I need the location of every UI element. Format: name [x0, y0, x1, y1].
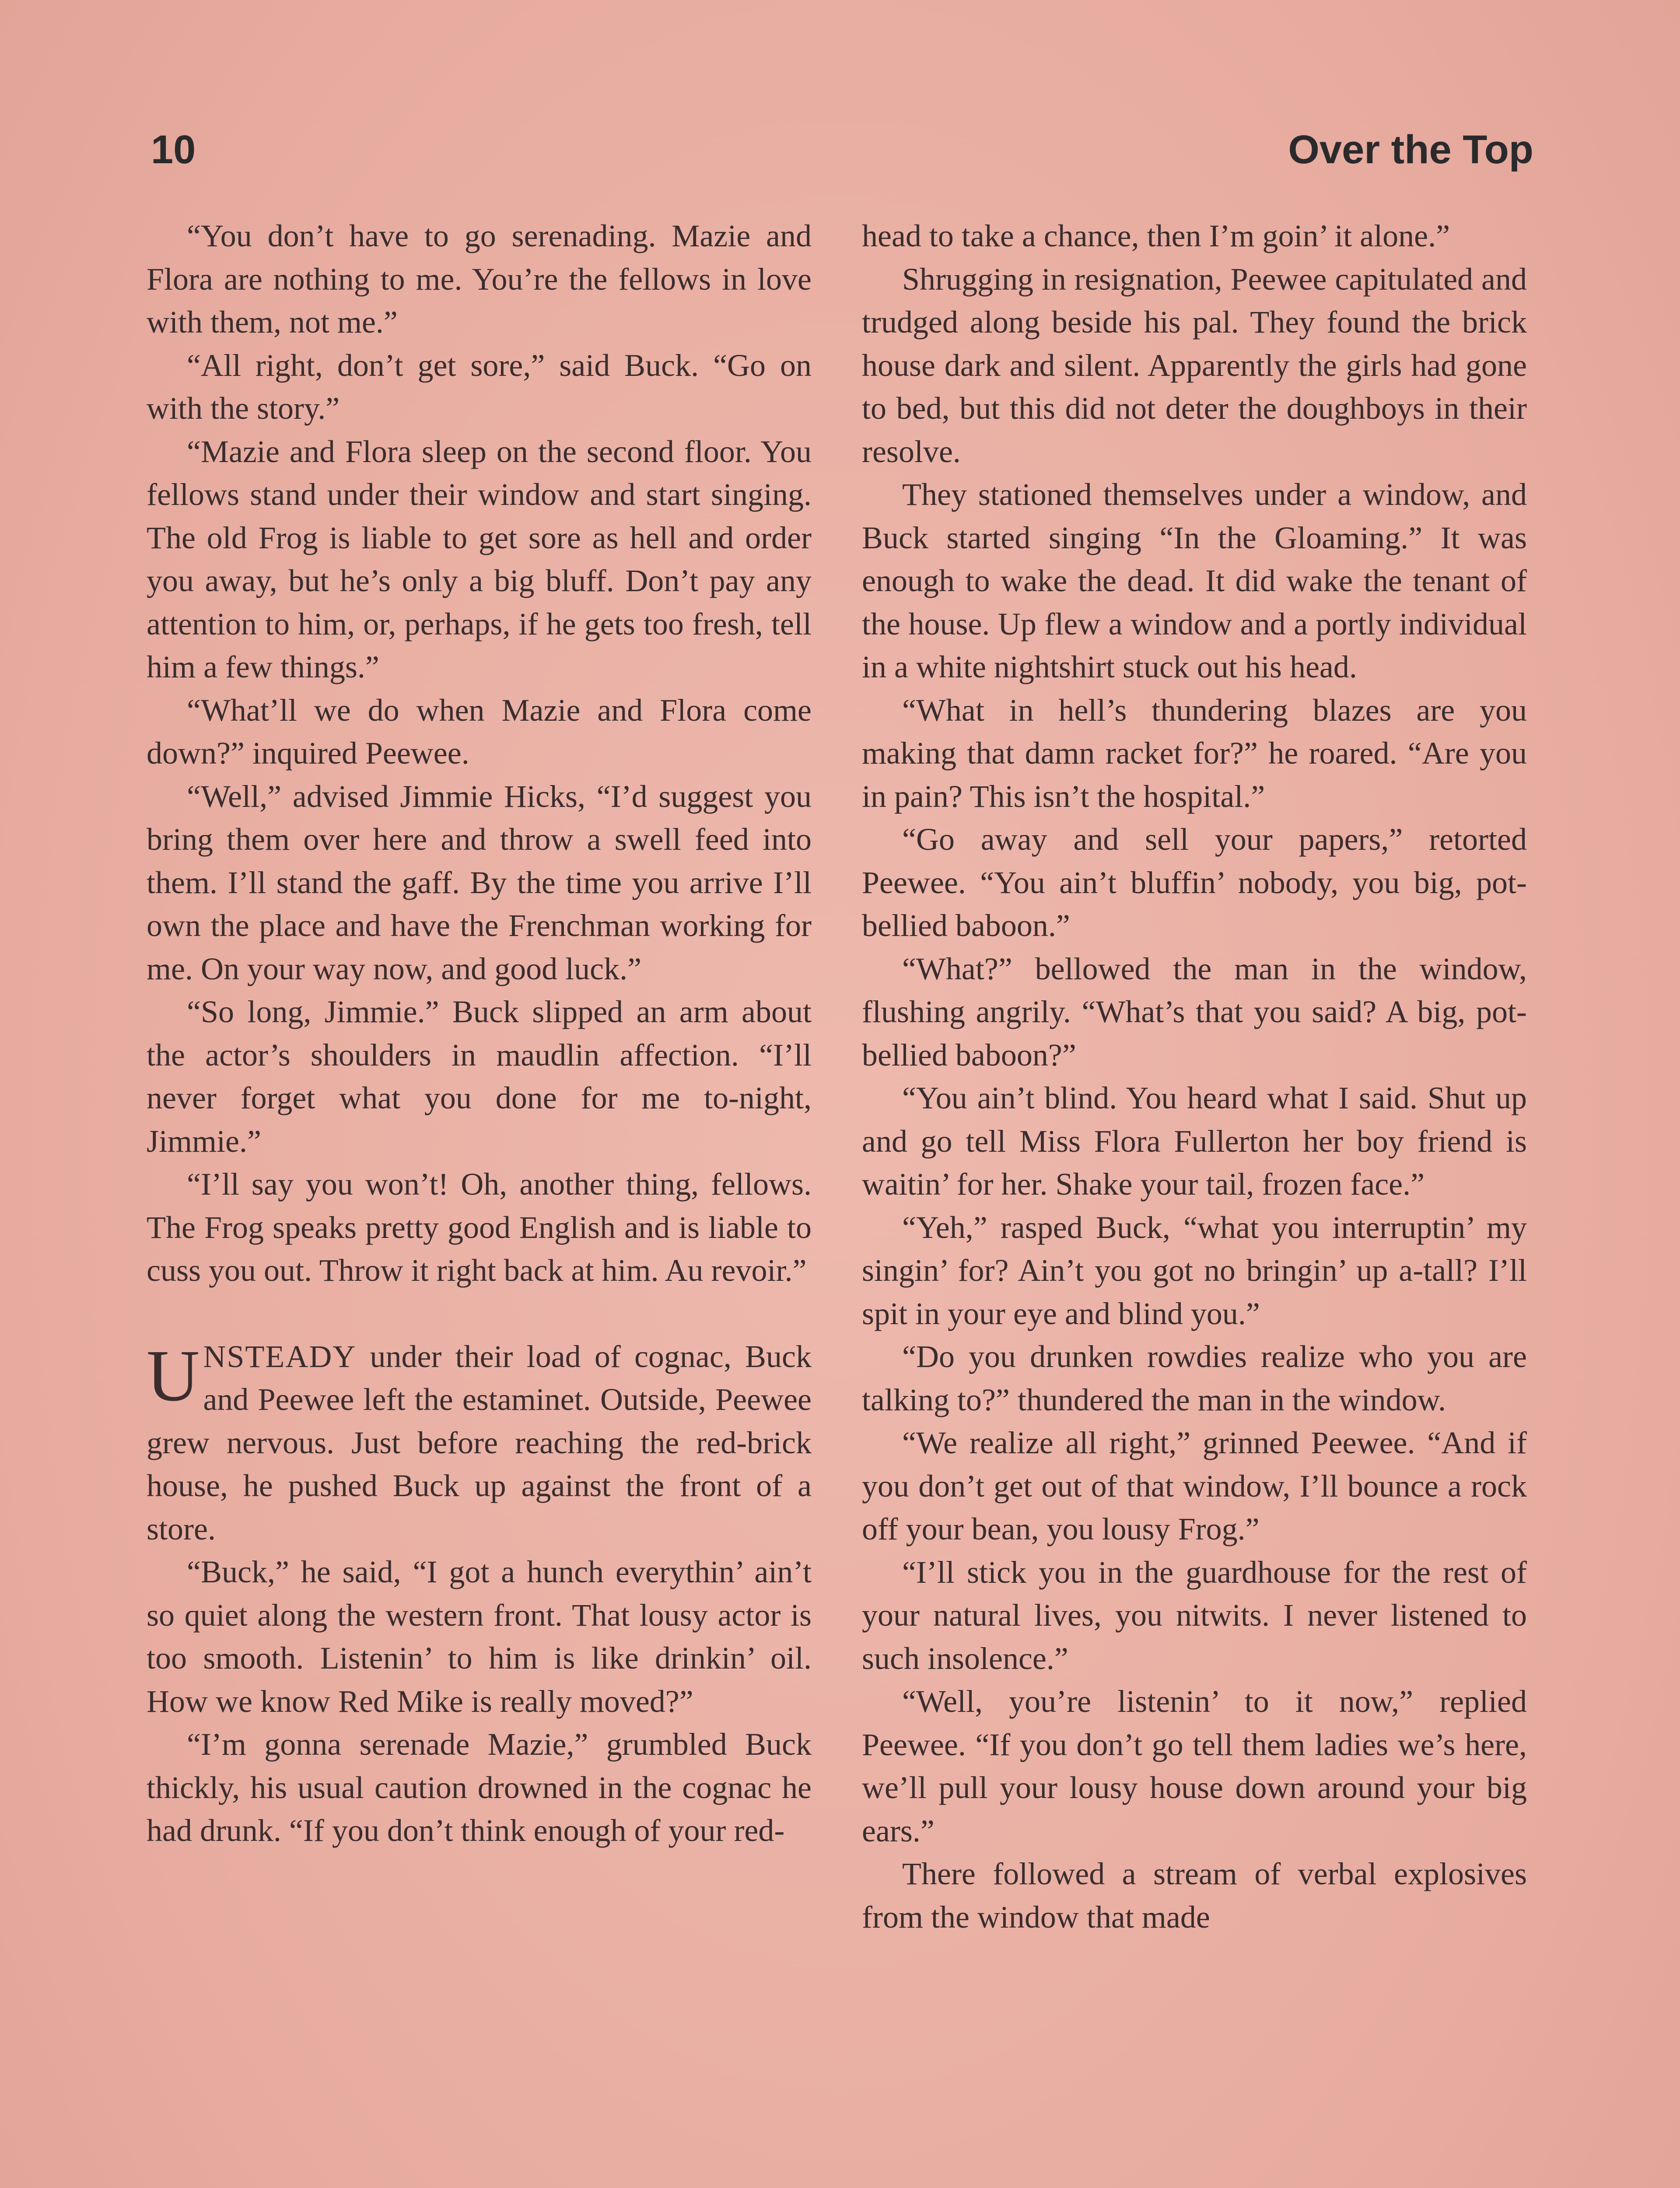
paragraph: “Go away and sell your papers,” retorted Peewee. “You ain’t bluffin’ nobody, you big, pot-bellied baboon.”	[862, 822, 1527, 943]
paragraph: “So long, Jimmie.” Buck slipped an arm about the actor’s shoulders in maudlin affection. “I’ll never forget what you done for me to-night, Jimmie.”	[147, 994, 812, 1159]
book-title: Over the Top	[1288, 127, 1533, 172]
section-break	[147, 1292, 812, 1335]
paragraph: “You ain’t blind. You heard what I said. Shut up and go tell Miss Flora Fullerton her boy friend is waitin’ for her. Shake your tail, frozen face.”	[862, 1080, 1527, 1202]
small-caps-lead: NSTEADY	[203, 1339, 357, 1374]
paragraph: “I’ll stick you in the guardhouse for the rest of your natural lives, you nitwits. I never listened to such insolence.”	[862, 1554, 1527, 1676]
paragraph-text: under their load of cognac, Buck and Peewee left the estaminet. Outside, Peewee grew nervous. Just before reaching the red-brick house, he pushed Buck up against the front of a store.	[147, 1339, 812, 1546]
page-number: 10	[151, 127, 196, 172]
paragraph: “What’ll we do when Mazie and Flora come down?” inquired Peewee.	[147, 692, 812, 771]
paragraph: “Mazie and Flora sleep on the second floor. You fellows stand under their window and start singing. The old Frog is liable to get sore as hell and order you away, but he’s only a big bluff. Don’t pay any attention to him, or, perhaps, if he gets too fresh, tell him a few things.”	[147, 434, 812, 684]
paragraph: “Yeh,” rasped Buck, “what you interruptin’ my singin’ for? Ain’t you got no bringin’ up a-tall? I’ll spit in your eye and blind you.”	[862, 1210, 1527, 1331]
left-column	[147, 214, 812, 2188]
section-opening-paragraph	[147, 1335, 812, 1551]
paragraph: “Well, you’re listenin’ to it now,” replied Peewee. “If you don’t go tell them ladies we’s here, we’ll pull your lousy house down around your big ears.”	[862, 1684, 1527, 1848]
running-head	[151, 127, 1533, 193]
paragraph: “What in hell’s thundering blazes are you making that damn racket for?” he roared. “Are you in pain? This isn’t the hospital.”	[862, 692, 1527, 814]
paragraph: “I’m gonna serenade Mazie,” grumbled Buck thickly, his usual caution drowned in the cognac he had drunk. “If you don’t think enough of your red-	[147, 1727, 812, 1848]
paragraph: “Well,” advised Jimmie Hicks, “I’d suggest you bring them over here and throw a swell feed into them. I’ll stand the gaff. By the time you arrive I’ll own the place and have the Frenchman working for me. On your way now, and good luck.”	[147, 778, 812, 986]
paragraph: There followed a stream of verbal explosives from the window that made	[862, 1856, 1527, 1935]
right-column	[862, 214, 1527, 2188]
paragraph: “Buck,” he said, “I got a hunch everythin’ ain’t so quiet along the western front. That lousy actor is too smooth. Listenin’ to him is like drinkin’ oil. How we know Red Mike is really moved?”	[147, 1554, 812, 1719]
paragraph: “Do you drunken rowdies realize who you are talking to?” thundered the man in the window.	[862, 1339, 1527, 1417]
paragraph: “We realize all right,” grinned Peewee. “And if you don’t get out of that window, I’ll bounce a rock off your bean, you lousy Frog.”	[862, 1425, 1527, 1546]
paragraph: “All right, don’t get sore,” said Buck. “Go on with the story.”	[147, 347, 812, 426]
continued-paragraph: head to take a chance, then I’m goin’ it alone.”	[862, 218, 1450, 253]
paragraph: “I’ll say you won’t! Oh, another thing, fellows. The Frog speaks pretty good English and is liable to cuss you out. Throw it right back at him. Au revoir.”	[147, 1167, 812, 1288]
paragraph: “You don’t have to go serenading. Mazie and Flora are nothing to me. You’re the fellows in love with them, not me.”	[147, 218, 812, 340]
paragraph: They stationed themselves under a window, and Buck started singing “In the Gloaming.” It was enough to wake the dead. It did wake the tenant of the house. Up flew a window and a portly individual in a white nightshirt stuck out his head.	[862, 477, 1527, 684]
paragraph: Shrugging in resignation, Peewee capitulated and trudged along beside his pal. They found the brick house dark and silent. Apparently the girls had gone to bed, but this did not deter the doughboys in their resolve.	[862, 261, 1527, 469]
paragraph: “What?” bellowed the man in the window, flushing angrily. “What’s that you said? A big, pot-bellied baboon?”	[862, 951, 1527, 1073]
drop-cap: U	[147, 1335, 200, 1417]
